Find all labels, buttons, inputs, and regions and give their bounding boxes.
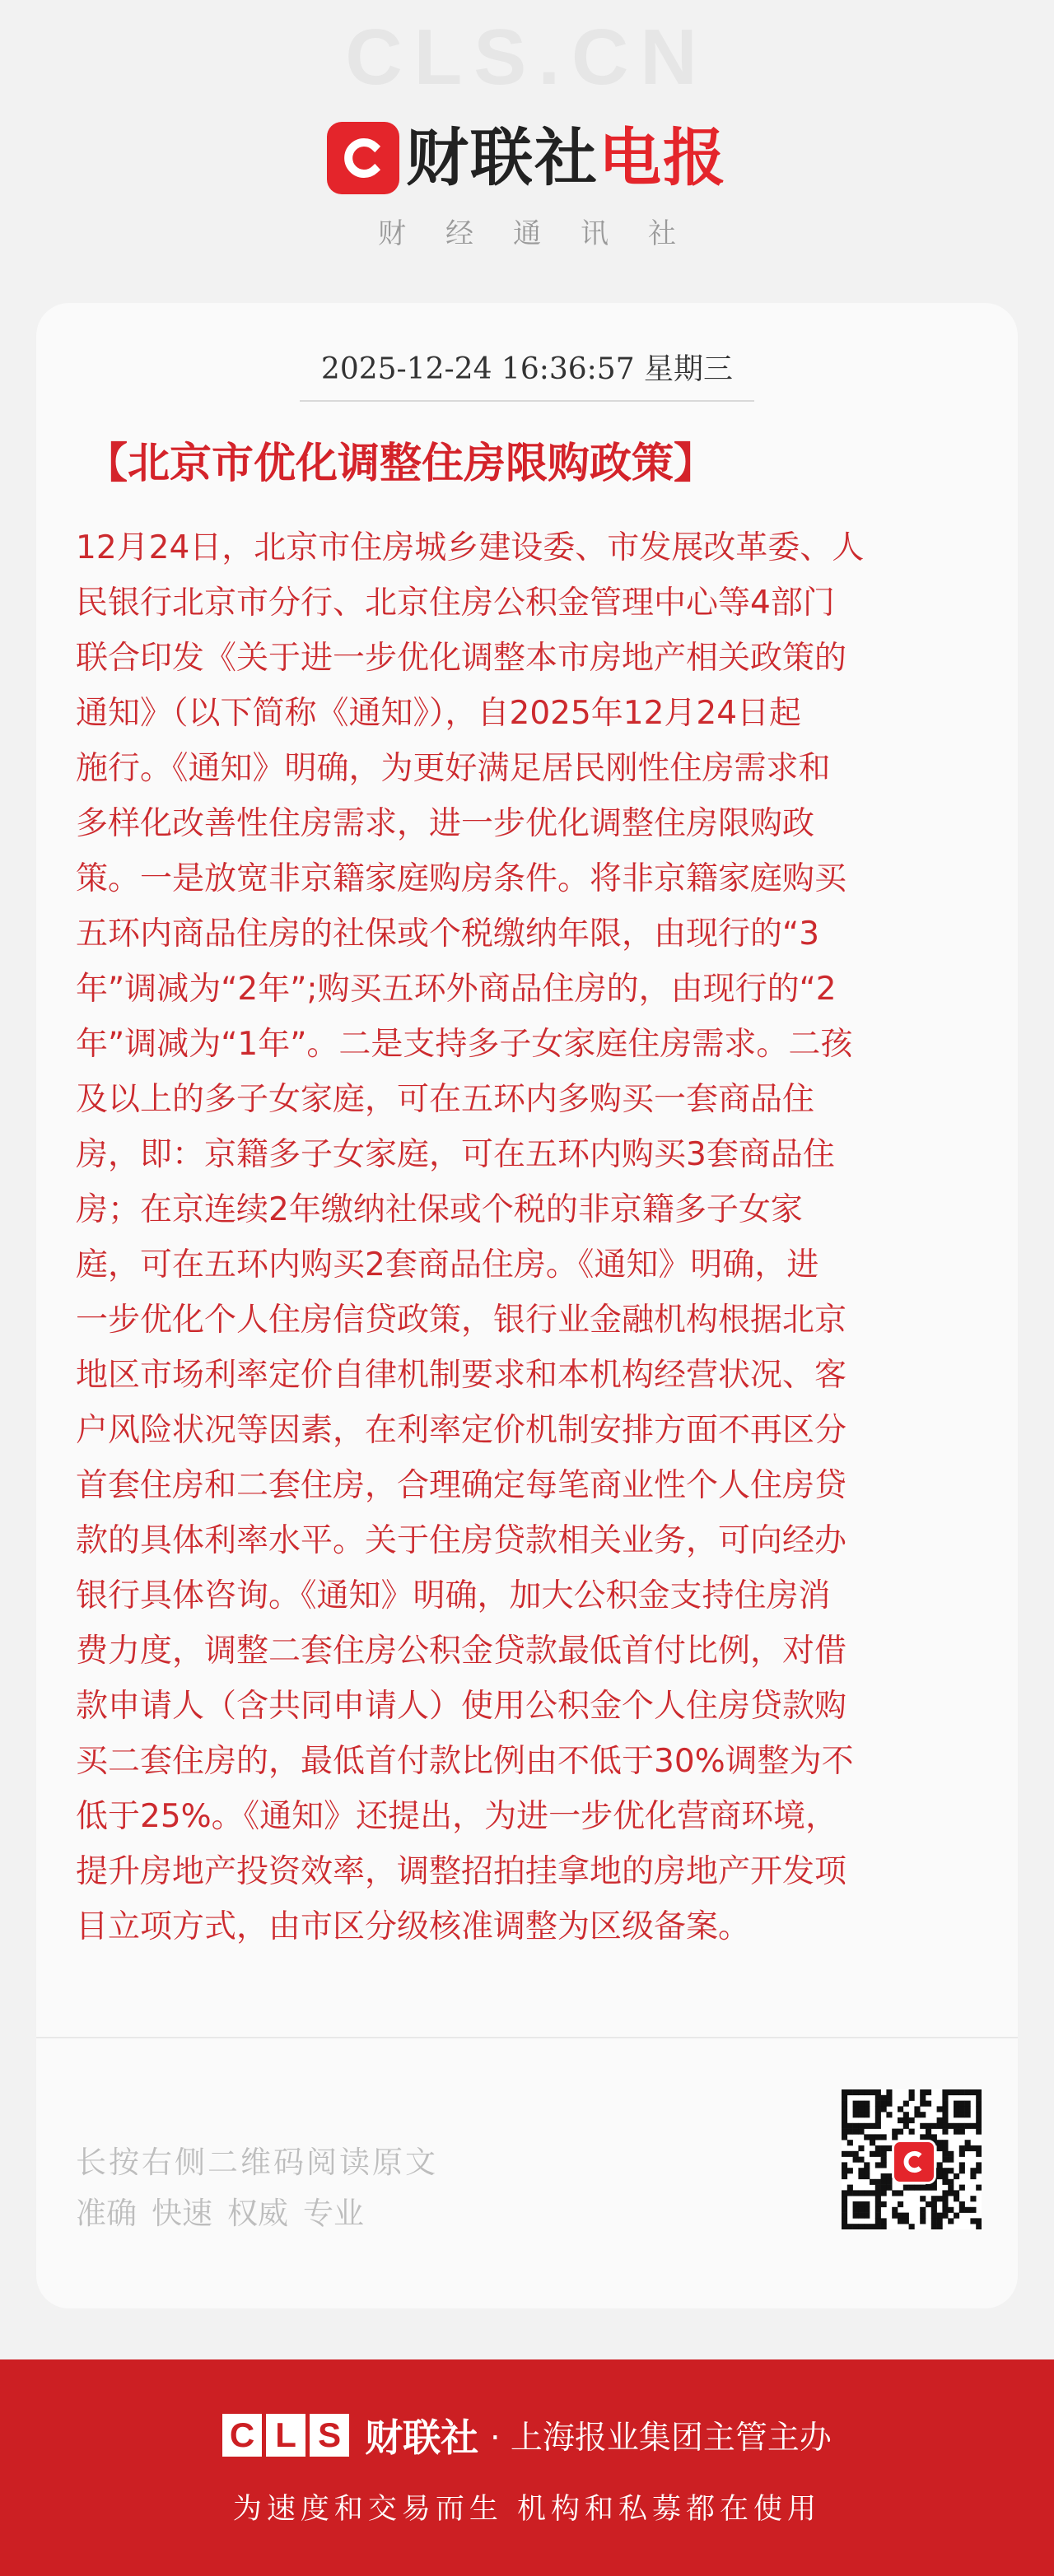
body-line: 款的具体利率水平。关于住房贷款相关业务，可向经办 [76,1522,847,1559]
article-datetime: 2025-12-24 16:36:57 星期三 [320,352,734,386]
brand-tagline: 财经通讯社 [378,217,716,250]
qr-slogan-word: 准确 [76,2196,137,2231]
body-line: 12月24日，北京市住房城乡建设委、市发展改革委、人 [76,529,865,566]
brand-name: 财联社电报 [406,121,727,194]
body-line: 民银行北京市分行、北京住房公积金管理中心等4部门 [76,585,835,622]
body-line: 房，即：京籍多子女家庭，可在五环内购买3套商品住 [76,1136,835,1173]
body-line: 户风险状况等因素，在利率定价机制安排方面不再区分 [76,1412,847,1449]
body-line: 年”调减为“2年”;购买五环外商品住房的，由现行的“2 [76,971,837,1008]
qr-logo-icon [892,2140,936,2184]
body-line: 年”调减为“1年”。二是支持多子女家庭住房需求。二孩 [76,1026,853,1063]
footer-brand-name: 财联社 [365,2415,479,2460]
body-line: 施行。《通知》明确，为更好满足居民刚性住房需求和 [76,750,831,787]
body-line: 一步优化个人住房信贷政策，银行业金融机构根据北京 [76,1302,847,1339]
body-line: 费力度，调整二套住房公积金贷款最低首付比例，对借 [76,1633,847,1670]
body-line: 房；在京连续2年缴纳社保或个税的非京籍多子女家 [76,1191,803,1228]
qr-slogan-word: 快速 [152,2196,212,2231]
card-divider [36,2037,1018,2038]
datetime-divider [300,400,754,402]
article-headline: 【北京市优化调整住房限购政策】 [86,440,716,488]
body-line: 及以上的多子女家庭，可在五环内多购买一套商品住 [76,1081,815,1118]
footer-slogan: 为速度和交易而生 机构和私募都在使用 [232,2493,822,2526]
body-line: 买二套住房的，最低首付款比例由不低于30%调整为不 [76,1743,854,1780]
footer-brand-row [0,2411,1054,2460]
qr-slogan-word: 权威 [227,2196,288,2231]
body-line: 首套住房和二套住房，合理确定每笔商业性个人住房贷 [76,1467,847,1504]
body-line: 庭，可在五环内购买2套商品住房。《通知》明确，进 [76,1246,819,1283]
body-line: 地区市场利率定价自律机制要求和本机构经营状况、客 [76,1357,847,1394]
body-line: 目立项方式，由市区分级核准调整为区级备案。 [76,1908,751,1945]
cls-logo-icon [222,2414,353,2457]
cls-letter: C [222,2414,262,2457]
body-line: 联合印发《关于进一步优化调整本市房地产相关政策的 [76,640,847,677]
c-logo-icon [327,122,399,194]
qr-slogan-word: 专业 [303,2196,364,2231]
footer-banner [0,2359,1054,2576]
body-line: 提升房地产投资效率，调整招拍挂拿地的房地产开发项 [76,1853,847,1890]
footer-subtitle: · 上海报业集团主管主办 [490,2420,832,2457]
body-line: 多样化改善性住房需求，进一步优化调整住房限购政 [76,805,815,842]
qr-hint-text: 长按右侧二维码阅读原文 [76,2145,438,2180]
body-line: 款申请人（含共同申请人）使用公积金个人住房贷款购 [76,1688,847,1725]
article-body [76,520,991,1954]
body-line: 策。一是放宽非京籍家庭购房条件。将非京籍家庭购买 [76,860,847,897]
body-line: 通知》（以下简称《通知》），自2025年12月24日起 [76,695,802,732]
brand-header [0,120,1054,196]
cls-letter: S [310,2414,349,2457]
cls-letter: L [266,2414,305,2457]
cls-watermark: CLS.CN [345,13,709,101]
body-line: 低于25%。《通知》还提出，为进一步优化营商环境， [76,1798,838,1835]
body-line: 五环内商品住房的社保或个税缴纳年限，由现行的“3 [76,915,820,953]
qr-slogans [76,2188,379,2233]
body-line: 银行具体咨询。《通知》明确，加大公积金支持住房消 [76,1577,831,1614]
article-card [36,303,1018,2308]
qr-code[interactable] [842,2089,982,2229]
